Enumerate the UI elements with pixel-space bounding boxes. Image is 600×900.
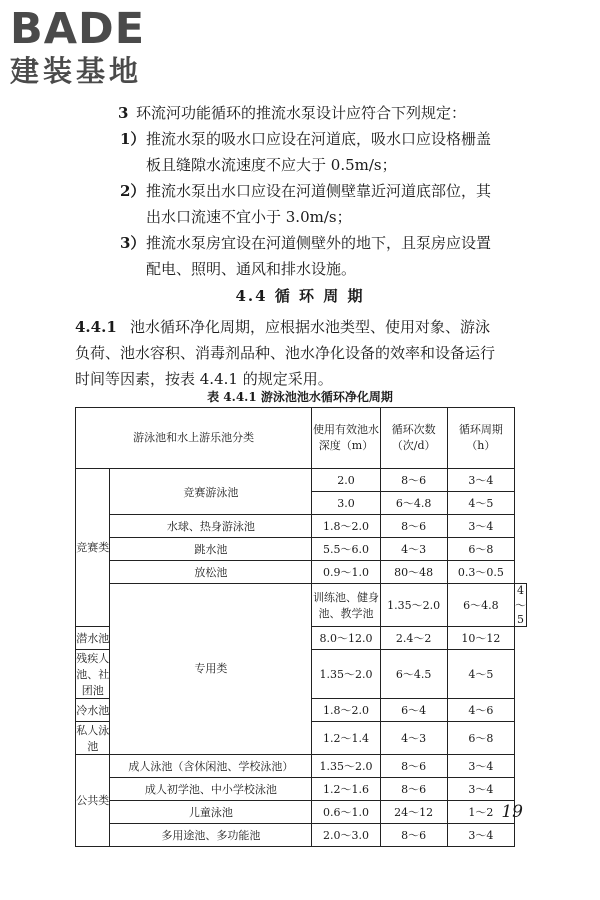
pool-name: 放松池 <box>110 561 312 584</box>
pool-name: 训练池、健身池、教学池 <box>312 584 380 627</box>
period-cell: 4～5 <box>447 492 514 515</box>
times-cell: 6～4.8 <box>447 584 514 627</box>
logo-subtitle: 建装基地 <box>10 54 143 88</box>
item-text: 配电、照明、通风和排水设施。 <box>146 260 357 278</box>
period-cell: 3～4 <box>447 515 514 538</box>
table-row <box>76 538 527 561</box>
period-cell: 4～5 <box>447 650 514 699</box>
section-title: 4.4 循 环 周 期 <box>235 287 365 305</box>
times-cell: 4～3 <box>380 722 447 755</box>
period-cell: 6～8 <box>447 722 514 755</box>
period-cell: 3～4 <box>447 469 514 492</box>
item-text: 板且缝隙水流速度不应大于 0.5m/s； <box>146 156 397 174</box>
depth-cell: 1.2～1.4 <box>312 722 380 755</box>
period-cell: 10～12 <box>447 627 514 650</box>
depth-cell: 5.5～6.0 <box>312 538 380 561</box>
depth-cell: 0.9～1.0 <box>312 561 380 584</box>
period-cell: 0.3～0.5 <box>447 561 514 584</box>
item-number: 2） <box>120 182 146 200</box>
clause-number: 4.4.1 <box>75 318 117 336</box>
pool-name: 私人泳池 <box>76 722 110 755</box>
times-cell: 24～12 <box>380 801 447 824</box>
depth-cell: 1.35～2.0 <box>380 584 447 627</box>
times-cell: 8～6 <box>380 469 447 492</box>
table-row <box>76 824 527 847</box>
period-cell: 6～8 <box>447 538 514 561</box>
item-number: 3） <box>120 234 146 252</box>
table-row <box>76 801 527 824</box>
table-row <box>76 469 527 492</box>
clause-text: 环流河功能循环的推流水泵设计应符合下列规定： <box>136 104 467 122</box>
pool-name: 儿童泳池 <box>110 801 312 824</box>
group-label: 竞赛类 <box>76 469 110 627</box>
times-cell: 6～4 <box>380 699 447 722</box>
header-times: 循环次数（次/d） <box>380 408 447 469</box>
depth-cell: 0.6～1.0 <box>312 801 380 824</box>
pool-name: 水球、热身游泳池 <box>110 515 312 538</box>
item-text: 推流水泵的吸水口应设在河道底，吸水口应设格栅盖 <box>146 130 492 148</box>
table-row <box>76 755 527 778</box>
depth-cell: 1.8～2.0 <box>312 699 380 722</box>
depth-cell: 1.8～2.0 <box>312 515 380 538</box>
item-text: 推流水泵房宜设在河道侧壁外的地下，且泵房应设置 <box>146 234 492 252</box>
item-text: 推流水泵出水口应设在河道侧壁靠近河道底部位，其 <box>146 182 492 200</box>
depth-cell: 1.2～1.6 <box>312 778 380 801</box>
times-cell: 8～6 <box>380 824 447 847</box>
times-cell: 6～4.5 <box>380 650 447 699</box>
item-text: 出水口流速不宜小于 3.0m/s； <box>146 208 352 226</box>
pool-name: 成人初学池、中小学校泳池 <box>110 778 312 801</box>
pool-name: 潜水池 <box>76 627 110 650</box>
times-cell: 2.4～2 <box>380 627 447 650</box>
pool-name: 竞赛游泳池 <box>110 469 312 515</box>
depth-cell: 2.0 <box>312 469 380 492</box>
group-label: 公共类 <box>76 755 110 847</box>
clause-number: 3 <box>118 104 129 122</box>
times-cell: 8～6 <box>380 778 447 801</box>
times-cell: 8～6 <box>380 515 447 538</box>
period-cell: 3～4 <box>447 778 514 801</box>
pool-name: 多用途池、多功能池 <box>110 824 312 847</box>
depth-cell: 1.35～2.0 <box>312 755 380 778</box>
pool-name: 成人泳池（含休闲池、学校泳池） <box>110 755 312 778</box>
logo <box>10 6 145 88</box>
clause-text: 负荷、池水容积、消毒剂品种、池水净化设备的效率和设备运行 <box>75 344 496 362</box>
group-label: 专用类 <box>110 584 312 755</box>
depth-cell: 8.0～12.0 <box>312 627 380 650</box>
period-cell: 3～4 <box>447 755 514 778</box>
table-header-row <box>76 408 527 469</box>
period-cell: 4～5 <box>515 584 526 626</box>
header-period: 循环周期（h） <box>447 408 514 469</box>
clause-text: 池水循环净化周期，应根据水池类型、使用对象、游泳 <box>130 318 491 336</box>
period-cell: 4～6 <box>447 699 514 722</box>
table-row <box>76 778 527 801</box>
pool-name: 残疾人池、社团池 <box>76 650 110 699</box>
item-number: 1） <box>120 130 146 148</box>
table-row <box>76 561 527 584</box>
depth-cell: 1.35～2.0 <box>312 650 380 699</box>
times-cell: 80～48 <box>380 561 447 584</box>
header-category: 游泳池和水上游乐池分类 <box>76 408 312 469</box>
pool-name: 冷水池 <box>76 699 110 722</box>
page-number: 19 <box>501 802 523 822</box>
cycle-period-table <box>75 407 527 847</box>
table-row <box>76 515 527 538</box>
period-cell: 1～2 <box>447 801 514 824</box>
period-cell: 3～4 <box>447 824 514 847</box>
pool-name: 跳水池 <box>110 538 312 561</box>
times-cell: 4～3 <box>380 538 447 561</box>
depth-cell: 3.0 <box>312 492 380 515</box>
table-row <box>76 584 527 627</box>
header-depth: 使用有效池水深度（m） <box>312 408 380 469</box>
times-cell: 8～6 <box>380 755 447 778</box>
table-caption: 表 4.4.1 游泳池池水循环净化周期 <box>207 390 393 404</box>
clause-text: 时间等因素，按表 4.4.1 的规定采用。 <box>75 370 333 388</box>
depth-cell: 2.0～3.0 <box>312 824 380 847</box>
logo-text: BADE <box>10 4 146 54</box>
times-cell: 6～4.8 <box>380 492 447 515</box>
